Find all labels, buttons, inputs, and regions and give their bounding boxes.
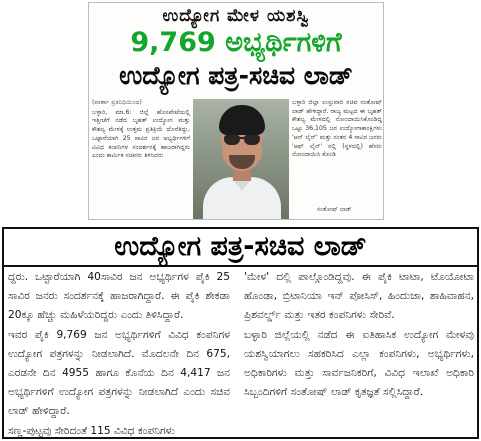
- right-paragraph-1: 'ಮೇಳ' ದಲ್ಲಿ ಪಾಲ್ಗೊಂಡಿದ್ದವು. ಈ ಪೈಕಿ ಟಾಟಾ, ಟೊಯೋಟಾ ಹೊಂಡಾ, ಬ್ರಿಟಾನಿಯಾ ಇನ್ ಪೋಸಿಸ್, ಹಿಂದುಜಾ, ಶಾಹಿವಾಹನ, ಪ್ರಿಶವರ್ಲ್ಡ್ ಮತ್ತು ಇತರ ಕಂಪನಿಗಳು ಸೇರಿವೆ.: [244, 271, 474, 322]
- minister-photo: [193, 99, 289, 219]
- dateline: (ವಾರ್ತಾ ಪ್ರತಿನಿಧಿಯಿಂದ): [92, 99, 142, 106]
- article-title: ಉದ್ಯೋಗ ಪತ್ರ-ಸಚಿವ ಲಾಡ್: [4, 229, 477, 267]
- top-news-clipping: [88, 2, 384, 220]
- article-right-column: [244, 268, 474, 438]
- left-paragraph-2: ಇವರ ಪೈಕಿ 9,769 ಜನ ಅಭ್ಯರ್ಥಿಗಳಿಗೆ ವಿವಿಧ ಕಂಪನಿಗಳ ಉದ್ಯೋಗ ಪತ್ರಗಳನ್ನು ನೀಡಲಾಗಿದೆ. ಮೊದಲನೇ ದಿನ 675, ಎರಡನೇ ದಿನ 4955 ಹಾಗೂ ಕೊನೆಯ ದಿನ 4,417 ಜನ ಅಭ್ಯರ್ಥಿಗಳಿಗೆ ಉದ್ಯೋಗ ಪತ್ರಗಳನ್ನು ನೀಡಲಾಗಿದೆ ಎಂದು ಸಚಿವ ಲಾಡ್ ಹೇಳಿದ್ದಾರೆ.: [8, 328, 230, 418]
- bottom-news-clipping: [2, 227, 479, 439]
- kicker-headline: ಉದ್ಯೋಗ ಮೇಳ ಯಶಸ್ವಿ: [162, 6, 310, 26]
- left-paragraph-1: ದ್ದರು. ಒಟ್ಟಾರೆಯಾಗಿ 40ಸಾವಿರ ಜನ ಅಭ್ಯರ್ಥಿಗಳ ಪೈಕಿ 25 ಸಾವಿರ ಜನರು ಸಂದರ್ಶನಕ್ಕೆ ಹಾಜರಾಗಿದ್ದಾರೆ. ಈ ಪೈಕಿ ಶೇಕಡಾ 20ಕ್ಕೂ ಹೆಚ್ಚು ಮಹಿಳೆಯರಿದ್ದರು ಎಂದು ತಿಳಿಸಿದ್ದಾರೆ.: [8, 271, 230, 322]
- right-paragraph-2: ಬಳ್ಳಾರಿ ಜಿಲ್ಲೆಯಲ್ಲಿ ನಡೆದ ಈ ಐತಿಹಾಸಿಕ ಉದ್ಯೋಗ ಮೇಳವು ಯಶಸ್ವಿಯಾಗಲು ಸಹಕರಿಸಿದ ಎಲ್ಲಾ ಕಂಪನಿಗಳು, ಅಭ್ಯರ್ಥಿಗಳು, ಅಧಿಕಾರಿಗಳು ಮತ್ತು ಸಾರ್ವಜನಿಕರಿಗೆ, ವಿವಿಧ ಇಲಾಖೆ ಅಧಿಕಾರಿ ಸಿಬ್ಬಂದಿಗಳಿಗೆ ಸಂತೋಷ್ ಲಾಡ್ ಕೃತಜ್ಞತೆ ಸಲ್ಲಿಸಿದ್ದಾರೆ.: [244, 328, 474, 399]
- left-column-text: [92, 99, 190, 161]
- photo-caption: ಸಂತೋಷ್ ಲಾಡ್: [317, 206, 352, 213]
- left-paragraph-3: ಸಣ್ಣ-ಪುಟ್ಟವು ಸೇರಿದಂತೆ 115 ವಿವಿಧ ಕಂಪನಿಗಳು: [8, 424, 175, 437]
- sunglasses-bridge: [239, 137, 245, 139]
- sunglasses-right-lens: [244, 135, 260, 145]
- right-column-text: ಬಳ್ಳಾರಿ ಜಿಲ್ಲಾ ಉಸ್ತುವಾರಿ ಸಚಿವ ಸಂತೋಷ್ ಲಾಡ್ ಹೇಳಿದ್ದಾರೆ. ರಾಜ್ಯ ಮಟ್ಟದ ಈ ಬೃಹತ್ ಕೌಶಲ್ಯ ಮೇಳದಲ್ಲಿ ನೋಂದಾಯಿಸಿಕೊಂಡಿದ್ದ ಒಟ್ಟು 36,105 ಜನ ಉದ್ಯೋಗಾಕಾಂಕ್ಷಿಗಳು 'ಆನ್ ಲೈನ್' ಮತ್ತು ನಂತರ 4 ಸಾವಿರ ಜನರು 'ಆಫ್ ಲೈನ್' ನಲ್ಲಿ (ಸ್ಥಳದಲ್ಲಿ) ಹೆಸರು ನೋಂದಾಯಿಸಿ ಕೊಂಡಿ: [292, 99, 382, 159]
- photo-hair: [219, 105, 265, 135]
- article-left-column: [8, 268, 230, 438]
- sunglasses-left-lens: [224, 135, 240, 145]
- green-headline: 9,769 ಅಭ್ಯರ್ಥಿಗಳಿಗೆ: [130, 27, 342, 58]
- main-headline: ಉದ್ಯೋಗ ಪತ್ರ-ಸಚಿವ ಲಾಡ್: [119, 61, 353, 90]
- left-column-body: ಬಳ್ಳಾರಿ, ಮಾ.6: ಜಿಲ್ಲೆ ಹೊಸಪೇಟೆಯಲ್ಲಿ ಇತ್ತೀಚೆಗೆ ನಡೆದ ಬೃಹತ್ ಉದ್ಯೋಗ ಮತ್ತು ಕೌಶಲ್ಯ ಮೇಳಕ್ಕೆ ಉತ್ತಮ ಪ್ರತಿಕ್ರಿಯೆ ದೊರೆತಿದ್ದು, ಒಟ್ಟಾರೆಯಾಗಿ 25 ಸಾವಿರ ಜನ ಅಭ್ಯರ್ಥಿಗಳಿಗೆ ವಿವಿಧ ಕಂಪನಿಗಳ ಸಂದರ್ಶನಕ್ಕೆ ಹಾಜರಾಗಿದ್ದರು ಎಂದು ಕಾರ್ಮಿಕ ಸಚಿವರು ತಿಳಿಸಿದರು: [92, 108, 190, 160]
